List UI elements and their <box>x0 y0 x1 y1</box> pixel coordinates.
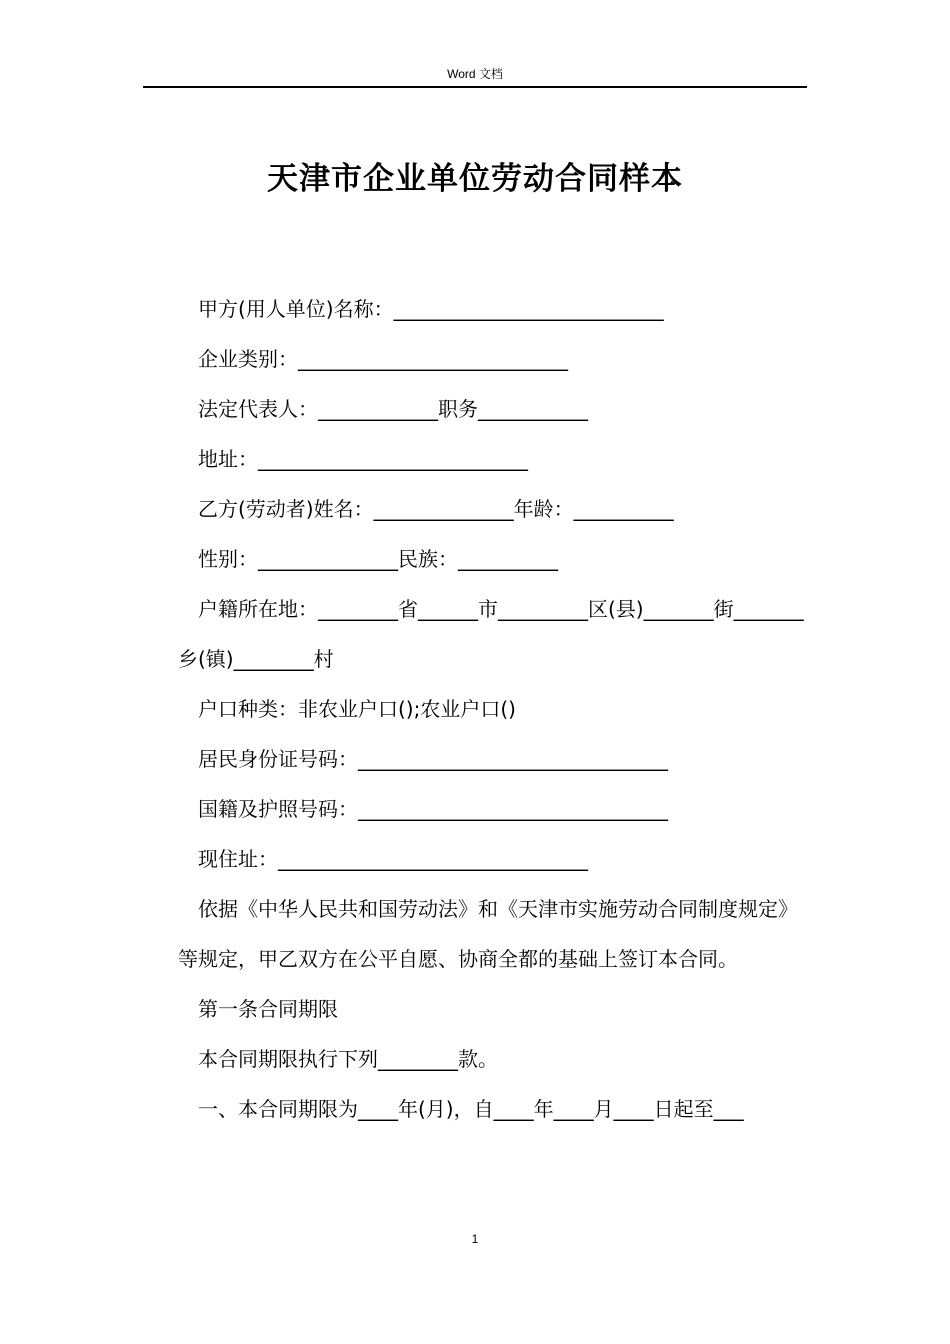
id-number-field: 居民身份证号码：_______________________________ <box>198 747 668 771</box>
party-b-name-field: 乙方(劳动者)姓名：______________年龄：__________ <box>198 497 674 521</box>
household-registration-field: 户籍所在地：________省______市_________区(县)_______街_______乡(镇)________村 <box>178 597 804 671</box>
enterprise-type-field: 企业类别：___________________________ <box>198 347 568 371</box>
page-header: Word 文档 <box>447 67 503 81</box>
household-type-field: 户口种类：非农业户口();农业户口() <box>198 697 516 721</box>
gender-ethnicity-field: 性别：______________民族：__________ <box>198 547 558 571</box>
section-heading: 第一条合同期限 <box>198 997 338 1021</box>
nationality-passport-field: 国籍及护照号码：_______________________________ <box>198 797 668 821</box>
current-address-field: 现住址：_______________________________ <box>198 847 588 871</box>
contract-term-item-1: 一、本合同期限为____年(月)，自____年____月____日起至___ <box>198 1097 744 1121</box>
page-number: 1 <box>471 1232 479 1246</box>
preamble-paragraph: 依据《中华人民共和国劳动法》和《天津市实施劳动合同制度规定》等规定，甲乙双方在公平自愿、协商全都的基础上签订本合同。 <box>178 897 798 971</box>
document-body <box>178 284 804 1134</box>
party-a-name-field: 甲方(用人单位)名称：___________________________ <box>198 297 664 321</box>
address-field: 地址：___________________________ <box>198 447 528 471</box>
document-title: 天津市企业单位劳动合同样本 <box>267 161 683 197</box>
header-divider <box>143 86 807 88</box>
legal-representative-field: 法定代表人：____________职务___________ <box>198 397 588 421</box>
contract-term-clause: 本合同期限执行下列________款。 <box>198 1047 498 1071</box>
